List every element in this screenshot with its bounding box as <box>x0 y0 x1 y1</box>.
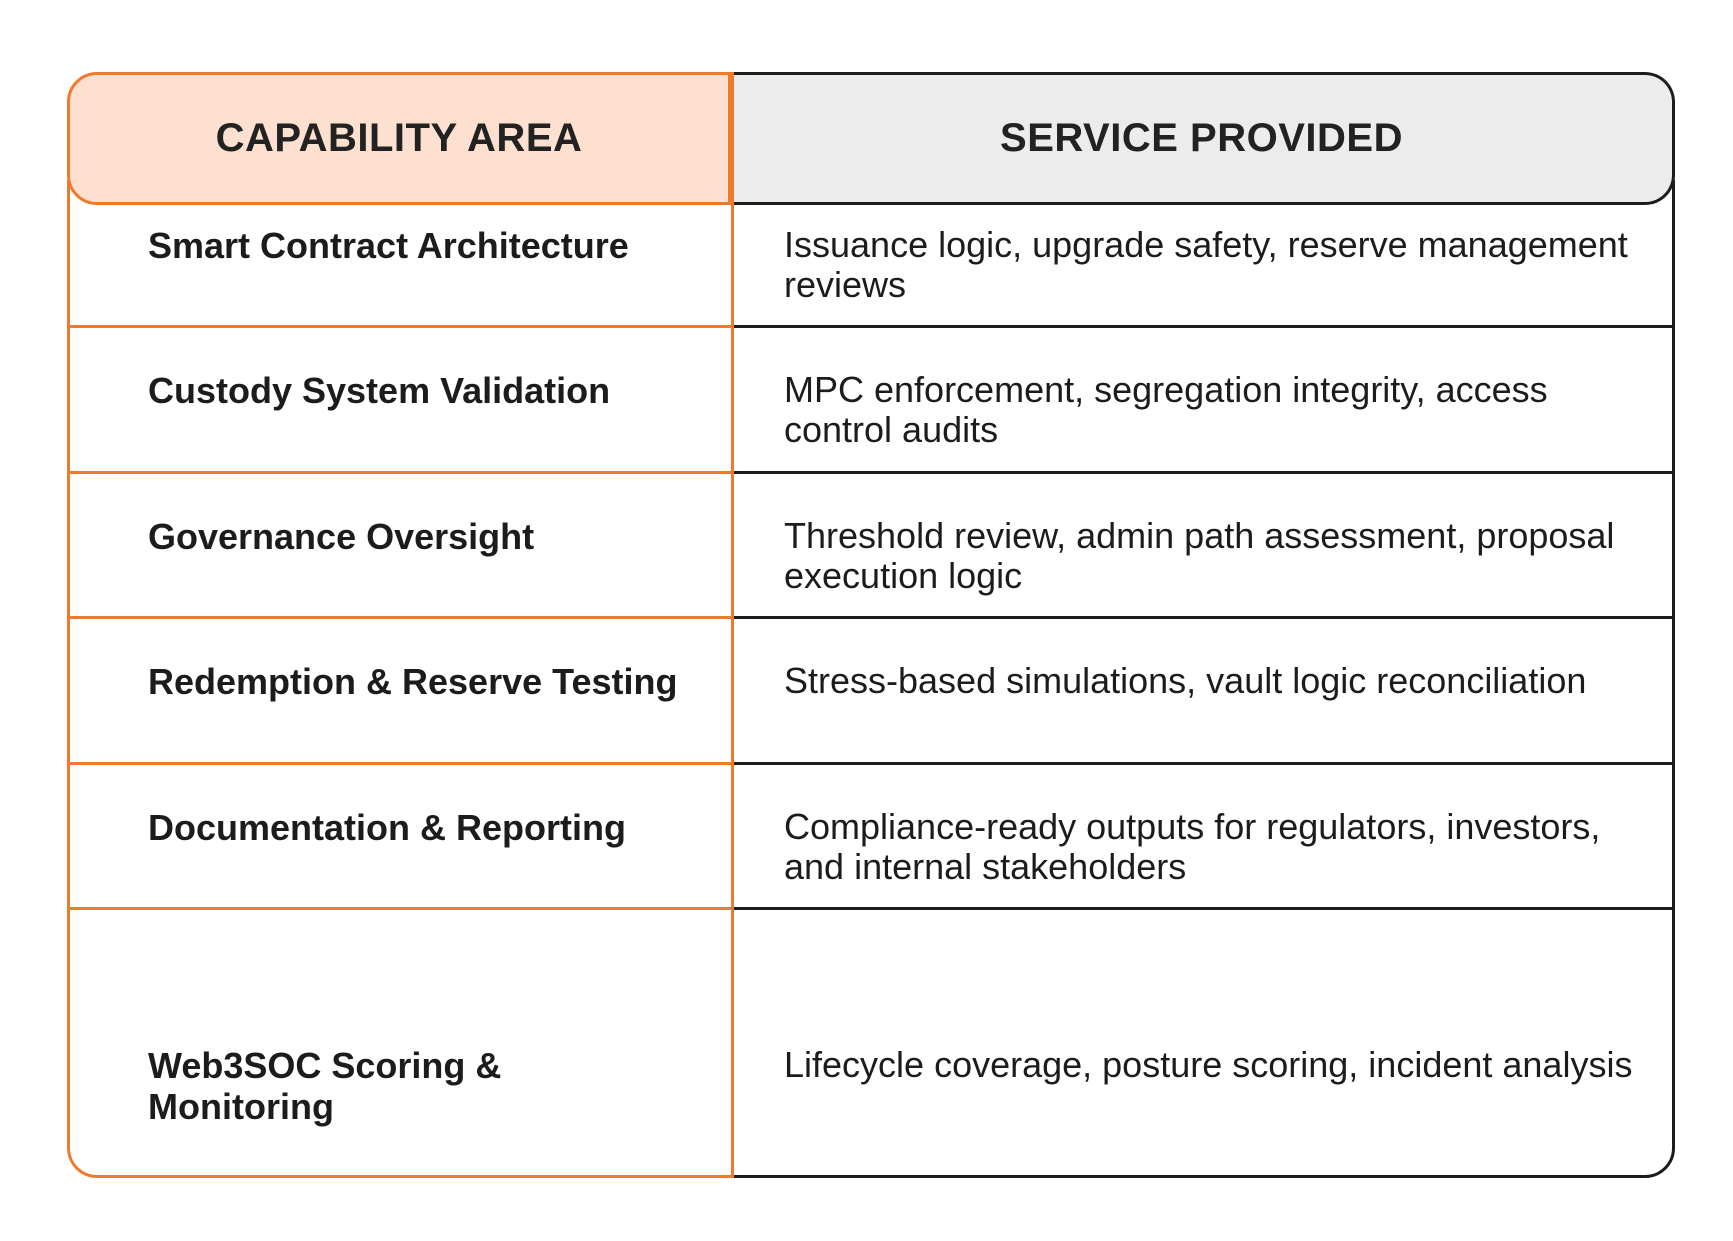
column-divider <box>731 72 734 1178</box>
header-capability-label: CAPABILITY AREA <box>215 116 583 160</box>
capability-label: Documentation & Reporting <box>148 807 626 848</box>
service-description: Lifecycle coverage, posture scoring, incident analysis <box>784 1044 1633 1085</box>
capability-label: Web3SOC Scoring & Monitoring <box>148 1045 502 1127</box>
table-row-capability <box>67 907 731 1178</box>
service-description: Threshold review, admin path assessment, proposal execution logic <box>784 515 1615 596</box>
table-row-service <box>731 907 1675 1178</box>
service-description: MPC enforcement, segregation integrity, access control audits <box>784 369 1548 450</box>
header-service-provided <box>731 72 1675 205</box>
service-description: Stress-based simulations, vault logic reconciliation <box>784 660 1587 701</box>
capability-label: Governance Oversight <box>148 516 535 557</box>
capability-label: Redemption & Reserve Testing <box>148 661 678 702</box>
capability-label: Custody System Validation <box>148 370 611 411</box>
header-service-label: SERVICE PROVIDED <box>1000 116 1403 160</box>
header-capability-area <box>67 72 731 205</box>
service-description: Compliance-ready outputs for regulators, investors, and internal stakeholders <box>784 806 1601 887</box>
service-description: Issuance logic, upgrade safety, reserve management reviews <box>784 224 1628 305</box>
capability-label: Smart Contract Architecture <box>148 225 629 266</box>
